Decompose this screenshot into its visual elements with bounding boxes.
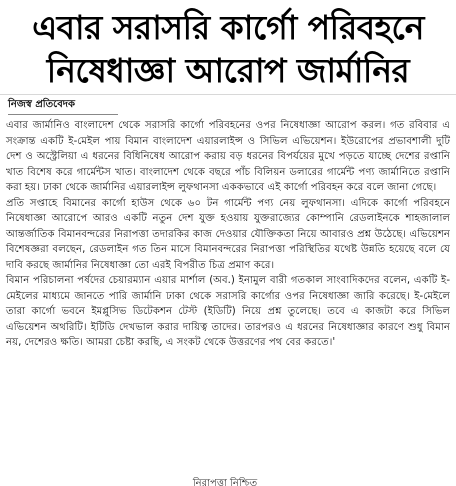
headline-line-1: এবার সরাসরি কার্গো পরিবহনে (32, 8, 424, 47)
article-headline (6, 6, 450, 92)
headline-line-2: নিষেধাজ্ঞা আরোপ জার্মানির (46, 51, 410, 90)
article-body (6, 118, 450, 351)
cutoff-text: নিরাপত্তা নিশ্চিত (192, 478, 258, 486)
article-paragraph-1: এবার জার্মানিও বাংলাদেশ থেকে সরাসরি কার্গো পরিবহনের ওপর নিষেধাজ্ঞা আরোপ করল। গত রবিবার এ সংক্রান্ত একটি ই-মেইল পায় বিমান বাংলাদেশ এয়ারলাইন্স ও সিভিল এভিয়েশন। ইউরোপের প্রভাবশালী দুটি দেশ ও অস্ট্রেলিয়া এ ধরনের বিধিনিষেধ আরোপ করায় বড় ধরনের বিপর্যয়ের মুখে পড়তে যাচ্ছে দেশের রপ্তানি খাত বিশেষ করে গার্মেন্টস খাত। বাংলাদেশ থেকে বছরে পাঁচ বিলিয়ন ডলারের গার্মেন্ট পণ্য জার্মানিতে রপ্তানি করা হয়। ঢাকা থেকে জার্মানির এয়ারলাইন্স লুফথানসা এককভাবে এই কার্গো পরিবহন করে বলে জানা গেছে। (6, 120, 450, 193)
headline-divider (0, 94, 456, 95)
article-paragraph-3: বিমান পরিচালনা পর্ষদের চেয়ারম্যান এয়ার মার্শাল (অব.) ইনামুল বারী গতকাল সাংবাদিকদের বলেন, একটি ই-মেইলের মাধ্যমে জানতে পারি জার্মানি ঢাকা থেকে সরাসরি কার্গোর ওপর নিষেধাজ্ঞা জারি করেছে। ই-মেইলে তারা কার্গো ভবনে ইমপ্লুসিভ ডিটেকশন টেস্ট (ইডিটি) নিয়ে প্রশ্ন তুলেছে। তবে এ কাজটা করে সিভিল এভিয়েশন অথরিটি। ইটিডি দেখভাল করার দায়িত্ব তাদের। তারপরও এ ধরনের নিষেধাজ্ঞার কারণে শুধু বিমান নয়, দেশেরও ক্ষতি। আমরা চেষ্টা করছি, এ সংকট থেকে উত্তরণের পথ বের করতে।' (6, 275, 450, 348)
article-paragraph-2: প্রতি সপ্তাহে বিমানের কার্গো হাউস থেকে ৬০ টন গার্মেন্ট পণ্য নেয় লুফথানসা। এদিকে কার্গো পরিবহনে নিষেধাজ্ঞা আরোপে আরও একটি নতুন দেশ যুক্ত হওয়ায় যুক্তরাজ্যের কোম্পানি রেডলাইনকে শাহজালাল আন্তর্জাতিক বিমানবন্দরের নিরাপত্তা তদারকির কাজ দেওয়ার যৌক্তিকতা নিয়ে আবারও প্রশ্ন উঠেছে। এভিয়েশন বিশেষজ্ঞরা বলছেন, রেডলাইন গত তিন মাসে বিমানবন্দরের নিরাপত্তা পরিস্থিতির যথেষ্ট উন্নতি হয়েছে বলে যে দাবি করছে জার্মানির নিষেধাজ্ঞা তো এরই বিপরীত চিত্র প্রমাণ করে। (6, 197, 450, 271)
byline-underline (8, 114, 118, 115)
byline: নিজস্ব প্রতিবেদক (8, 99, 76, 110)
